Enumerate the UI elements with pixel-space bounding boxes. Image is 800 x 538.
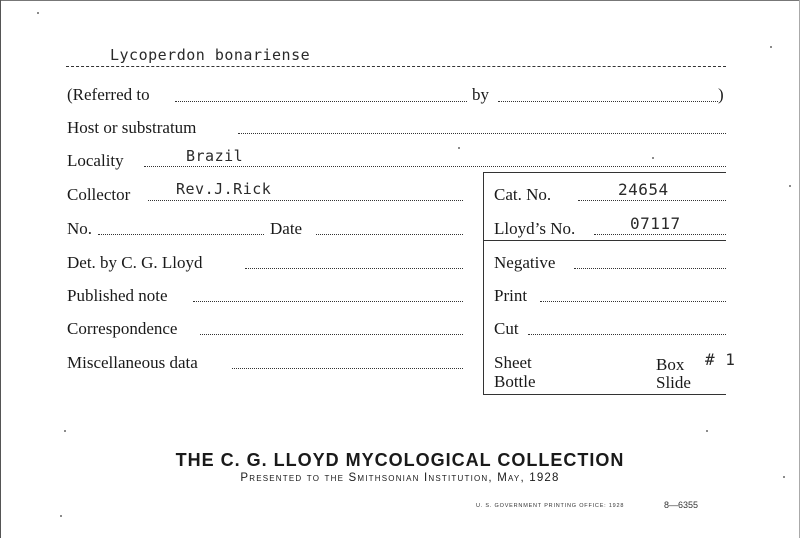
scan-speck [60, 515, 62, 517]
collector-label: Collector [67, 185, 131, 204]
lloyds-no-value: 07117 [630, 214, 681, 233]
slide-label: Slide [656, 373, 691, 392]
date-line [316, 234, 463, 235]
locality-line [144, 166, 726, 167]
scan-speck [706, 430, 708, 432]
cat-no-label: Cat. No. [494, 185, 552, 204]
locality-value: Brazil [186, 147, 244, 165]
correspondence-label: Correspondence [67, 319, 178, 338]
det-by-line [245, 268, 463, 269]
form-number: 8—6355 [664, 500, 699, 510]
specimen-name: Lycoperdon bonariense [110, 46, 311, 64]
misc-label: Miscellaneous data [67, 353, 198, 372]
by-label: by [472, 85, 489, 104]
scan-speck [783, 476, 785, 478]
lloyds-no-line [594, 234, 726, 235]
right-box-left-border [483, 172, 484, 394]
cat-no-line [578, 200, 726, 201]
published-note-line [193, 301, 463, 302]
box-number-value: # 1 [705, 350, 736, 369]
referred-to-label: (Referred to [67, 85, 150, 104]
scan-speck [770, 46, 772, 48]
locality-label: Locality [67, 151, 124, 170]
referred-to-line [175, 101, 467, 102]
printing-office-imprint: U. S. GOVERNMENT PRINTING OFFICE: 1928 [476, 503, 625, 509]
cut-line [528, 334, 726, 335]
collection-subtitle: Presented to the Smithsonian Institution, May, 1928 [240, 472, 560, 484]
misc-line [232, 368, 463, 369]
by-line [498, 101, 718, 102]
cat-no-value: 24654 [618, 180, 669, 199]
specimen-name-line [66, 66, 726, 67]
scan-speck [64, 430, 66, 432]
host-line [238, 133, 726, 134]
lloyds-no-label: Lloyd’s No. [494, 219, 576, 238]
close-paren: ) [718, 85, 724, 104]
collector-line [148, 200, 463, 201]
card-top-edge [0, 0, 800, 1]
scan-speck [37, 12, 39, 14]
collection-title: THE C. G. LLOYD MYCOLOGICAL COLLECTION [175, 450, 625, 470]
collector-value: Rev.J.Rick [176, 180, 272, 198]
right-box-divider [483, 240, 726, 241]
correspondence-line [200, 334, 463, 335]
sheet-label: Sheet [494, 353, 532, 372]
box-label: Box [656, 355, 685, 374]
no-label: No. [67, 219, 93, 238]
negative-line [574, 268, 726, 269]
bottle-label: Bottle [494, 372, 536, 391]
right-box-top-border [483, 172, 726, 173]
right-box-bottom-border [483, 394, 726, 395]
date-label: Date [270, 219, 303, 238]
print-line [540, 301, 726, 302]
print-label: Print [494, 286, 528, 305]
cut-label: Cut [494, 319, 519, 338]
host-label: Host or substratum [67, 118, 197, 137]
scan-speck [652, 157, 654, 159]
negative-label: Negative [494, 253, 556, 272]
published-note-label: Published note [67, 286, 168, 305]
det-by-label: Det. by C. G. Lloyd [67, 253, 203, 272]
scan-speck [458, 147, 460, 149]
scan-speck [789, 185, 791, 187]
no-line [98, 234, 264, 235]
